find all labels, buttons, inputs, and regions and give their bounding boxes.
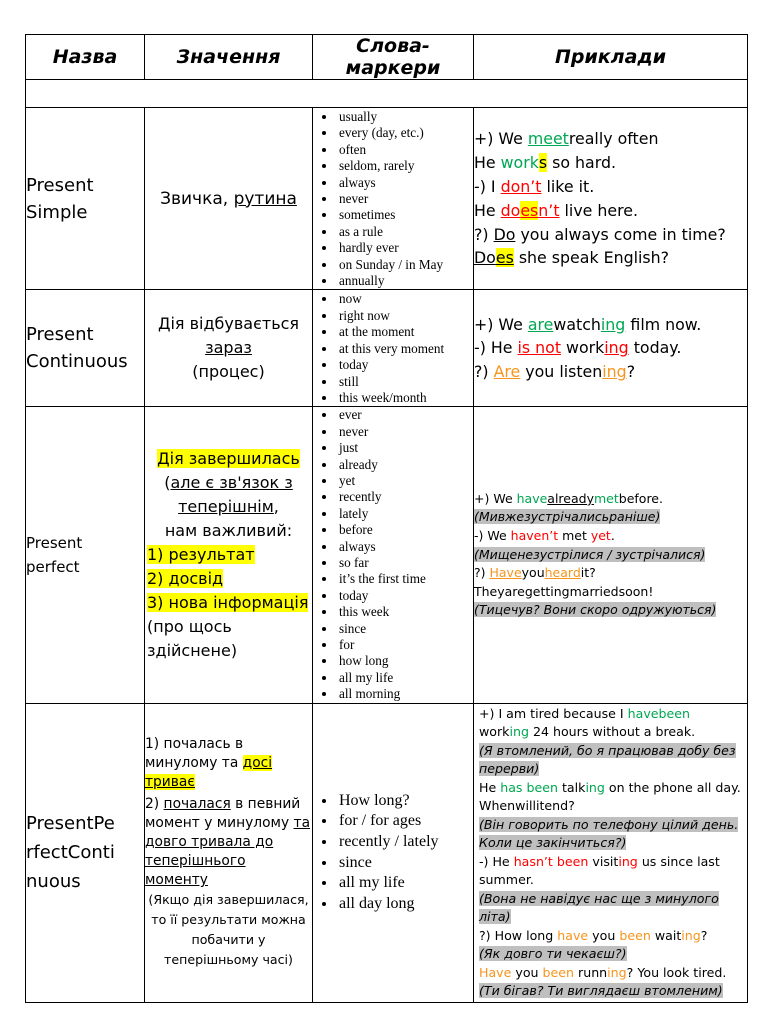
marker-item: • annually [337, 273, 473, 289]
tense-name-line: perfect [26, 557, 80, 576]
ex-text: do [500, 200, 521, 220]
row-present-simple [26, 108, 748, 290]
marker-item: • on Sunday / in May [337, 257, 473, 273]
meaning-text: почалася [163, 796, 231, 813]
example-line [474, 223, 747, 247]
marker-item: • this week [337, 604, 473, 620]
ex-text: +) I am tired because I [479, 705, 628, 721]
marker-item: • always [337, 539, 473, 555]
meaning-present-perfect [145, 407, 313, 703]
marker-item: • since [337, 853, 473, 874]
marker-item: • recently / lately [337, 832, 473, 853]
ex-text: really often [568, 129, 659, 149]
marker-item: • today [337, 357, 473, 373]
ex-text: you [521, 565, 545, 581]
ex-text: +) We [474, 490, 517, 506]
marker-item: • today [337, 588, 473, 604]
marker-item: • hardly ever [337, 240, 473, 256]
marker-item: • still [337, 374, 473, 390]
meaning-text: ( [164, 472, 171, 492]
marker-item: • often [337, 142, 473, 158]
ex-text: ? [700, 927, 708, 943]
marker-item: • it’s the first time [337, 571, 473, 587]
ex-text: ing [618, 853, 638, 869]
tense-name-line: Simple [26, 201, 88, 223]
ex-text: you listen [520, 362, 603, 382]
markers-present-perfect-continuous [313, 703, 474, 1002]
meaning-text: нам важливий: [164, 520, 293, 540]
row-present-perfect [26, 407, 748, 703]
marker-item: • usually [337, 109, 473, 125]
ex-text: ing [585, 779, 605, 795]
tense-name-present-simple [26, 108, 145, 290]
example-line [474, 601, 747, 620]
example-line [479, 927, 742, 946]
ex-text: watch [553, 314, 601, 334]
tense-name-present-perfect [26, 407, 145, 703]
meaning-text: рутина [233, 188, 297, 209]
example-line [474, 360, 747, 384]
markers-present-simple [313, 108, 474, 290]
ex-text: ing [604, 338, 629, 358]
translation-text: (Як довго ти чекаєш?) [479, 946, 627, 962]
ex-text: ing [607, 964, 627, 980]
tense-name-line: nuous [26, 871, 81, 893]
marker-item: • at the moment [337, 324, 473, 340]
tenses-table [25, 34, 748, 1003]
tense-name-line: PresentPe [26, 813, 115, 835]
ex-text: wait [650, 927, 682, 943]
meaning-text: 2) [145, 796, 164, 813]
ex-text: like it. [541, 176, 595, 196]
ex-text: ing [681, 927, 701, 943]
ex-text: met [593, 490, 619, 506]
ex-text: is not [517, 338, 562, 358]
header-meaning: Значення [145, 35, 313, 80]
ex-text: -) He [479, 853, 514, 869]
marker-item: • all morning [337, 686, 473, 702]
example-line [479, 853, 742, 890]
example-line [474, 490, 747, 509]
marker-item: • lately [337, 506, 473, 522]
marker-item: • all my life [337, 873, 473, 894]
meaning-text: 1) результат [147, 544, 255, 564]
example-line [479, 742, 742, 779]
marker-item: • all my life [337, 670, 473, 686]
example-line [474, 313, 747, 337]
ex-text: s [538, 153, 548, 173]
tense-name-line: Present [26, 174, 94, 196]
marker-item: • now [337, 291, 473, 307]
ex-text: already [547, 490, 594, 506]
ex-text: film now. [625, 314, 702, 334]
ex-text: Have [479, 964, 512, 980]
example-line: Theyaregettingmarriedsoon! [474, 583, 654, 599]
tense-name-line: rfectConti [26, 842, 115, 864]
ex-text: you [588, 927, 620, 943]
meaning-text: , [273, 496, 279, 516]
translation-text: (Він говорить по телефону цілий день. Коли це закінчиться?) [479, 816, 739, 851]
meaning-text: Дія завершилась [157, 448, 300, 468]
ex-text: Do [493, 224, 516, 244]
meaning-note: (Якщо дія завершилася, то її результати можна побачити у теперішньому часі) [148, 892, 309, 968]
empty-cell [26, 80, 748, 108]
row-present-continuous [26, 290, 748, 407]
examples-present-perfect-continuous [474, 703, 748, 1002]
meaning-point-2 [145, 795, 312, 890]
meaning-text: (процес) [192, 362, 265, 382]
marker-item: • seldom, rarely [337, 158, 473, 174]
header-examples: Приклади [474, 35, 748, 80]
ex-text: n’t [538, 200, 560, 220]
marker-item: • at this very moment [337, 341, 473, 357]
ex-text: 24 hours without a break. [528, 724, 696, 740]
marker-item: • so far [337, 555, 473, 571]
ex-text: ?) [474, 224, 494, 244]
ex-text: es [520, 200, 539, 220]
ex-text: He [479, 779, 501, 795]
ex-text: work [479, 724, 510, 740]
ex-text: -) He [474, 338, 518, 358]
example-line [474, 546, 747, 565]
marker-item: • already [337, 457, 473, 473]
ex-text: meet [527, 129, 569, 149]
examples-present-simple [474, 108, 748, 290]
meaning-present-continuous [145, 290, 313, 407]
meaning-text: досі триває [145, 755, 273, 791]
ex-text: ing [600, 314, 626, 334]
ex-text: have [557, 927, 589, 943]
ex-text: don’t [500, 176, 542, 196]
examples-present-perfect [474, 407, 748, 703]
example-line [474, 527, 747, 546]
meaning-present-perfect-continuous [145, 703, 313, 1002]
marker-item: • How long? [337, 791, 473, 812]
meaning-text: 1) почалась в минулому та [145, 736, 244, 772]
marker-item: • for / for ages [337, 811, 473, 832]
ex-text: work [500, 153, 539, 173]
translation-text: (Тицечув? Вони скоро одружуються) [474, 602, 717, 618]
meaning-text: Дія відбувається [157, 314, 300, 334]
ex-text: you always come in time? [515, 224, 726, 244]
marker-item: • since [337, 621, 473, 637]
ex-text: us since last summer. [479, 853, 720, 888]
example-line [474, 175, 747, 199]
example-line [479, 890, 742, 927]
ex-text: before. [618, 490, 663, 506]
marker-item: • before [337, 522, 473, 538]
marker-item: • recently [337, 489, 473, 505]
ex-text: ?) [474, 362, 494, 382]
example-line [474, 127, 747, 151]
meaning-text: Звичка, [160, 188, 234, 209]
row-present-perfect-continuous [26, 703, 748, 1002]
marker-item: • never [337, 424, 473, 440]
translation-text: (Мивжезустрічалисьраніше) [474, 509, 661, 525]
ex-text: ?) [474, 565, 490, 581]
translation-text: (Ти бігав? Ти виглядаєш втомленим) [479, 983, 723, 999]
ex-text: has been [500, 779, 558, 795]
marker-item: • sometimes [337, 207, 473, 223]
tense-name-present-perfect-continuous [26, 703, 145, 1002]
ex-text: you [511, 964, 543, 980]
ex-text: +) We [474, 129, 528, 149]
ex-text: have [516, 490, 548, 506]
ex-text: on the phone all day. Whenwillitend? [479, 779, 741, 814]
ex-text: He [474, 153, 501, 173]
example-line [479, 816, 742, 853]
ex-text: -) I [474, 176, 501, 196]
ex-text: met [558, 528, 591, 544]
translation-text: (Я втомлений, бо я працював добу без перерви) [479, 742, 736, 777]
ex-text: . [610, 528, 615, 544]
ex-text: He [474, 200, 501, 220]
marker-item: • just [337, 440, 473, 456]
examples-present-continuous [474, 290, 748, 407]
tense-name-line: Present [26, 324, 94, 346]
ex-text: it? [580, 565, 596, 581]
ex-text: she speak English? [513, 248, 670, 268]
ex-text: +) We [474, 314, 528, 334]
example-line [479, 964, 742, 1001]
header-markers: Слова-маркери [313, 35, 474, 80]
markers-present-perfect [313, 407, 474, 703]
meaning-text: але є зв'язок з теперішнім [170, 472, 293, 516]
ex-text: ?) How long [479, 927, 558, 943]
ex-text: ? [626, 362, 636, 382]
ex-text: runn [574, 964, 608, 980]
example-line [474, 508, 747, 527]
example-line [479, 779, 742, 816]
marker-item: • always [337, 175, 473, 191]
marker-item: • as a rule [337, 224, 473, 240]
ex-text: today. [628, 338, 682, 358]
ex-text: ? You look tired. [626, 964, 727, 980]
marker-item: • ever [337, 407, 473, 423]
ex-text: yet [590, 528, 611, 544]
marker-item: • how long [337, 653, 473, 669]
marker-item: • for [337, 637, 473, 653]
ex-text: haven’t [510, 528, 559, 544]
ex-text: talk [557, 779, 586, 795]
empty-row [26, 80, 748, 108]
ex-text: Do [474, 248, 496, 268]
meaning-point-1 [145, 735, 312, 792]
meaning-text: (про щось здійснене) [147, 616, 238, 660]
tense-name-present-continuous [26, 290, 145, 407]
meaning-text: в певний момент у минулому [145, 796, 301, 832]
ex-text: are [527, 314, 554, 334]
marker-item: • this week/month [337, 390, 473, 406]
ex-text: Are [493, 362, 521, 382]
ex-text: ing [509, 724, 529, 740]
example-line [474, 336, 747, 360]
ex-text: been [619, 927, 651, 943]
header-row [26, 35, 748, 80]
example-line [474, 246, 747, 270]
ex-text: es [495, 248, 514, 268]
translation-text: (Мищенезустрілися / зустрічалися) [474, 546, 706, 562]
translation-text: (Вона не навідує нас ще з минулого літа) [479, 890, 719, 925]
example-line [474, 199, 747, 223]
marker-item: • yet [337, 473, 473, 489]
ex-text: been [542, 964, 575, 980]
ex-text: live here. [559, 200, 639, 220]
marker-item: • right now [337, 308, 473, 324]
meaning-text: та довго тривала до теперішнього моменту [145, 815, 311, 889]
tense-name-line: Present [26, 533, 83, 552]
ex-text: hasn’t been [513, 853, 589, 869]
meaning-text: 2) досвід [147, 568, 224, 588]
header-name: Назва [26, 35, 145, 80]
tense-name-line: Continuous [26, 351, 128, 373]
marker-item: • never [337, 191, 473, 207]
example-line [479, 705, 742, 742]
example-line [479, 945, 742, 964]
ex-text: heard [544, 565, 581, 581]
marker-item: • all day long [337, 894, 473, 915]
ex-text: ing [602, 362, 627, 382]
example-line [474, 564, 747, 583]
marker-item: • every (day, etc.) [337, 125, 473, 141]
example-line [474, 151, 747, 175]
meaning-present-simple [145, 108, 313, 290]
meaning-text: 3) нова інформація [147, 592, 309, 612]
ex-text: Have [489, 565, 522, 581]
markers-present-continuous [313, 290, 474, 407]
ex-text: -) We [474, 528, 511, 544]
ex-text: so hard. [547, 153, 616, 173]
meaning-text: зараз [205, 338, 252, 358]
ex-text: havebeen [627, 705, 691, 721]
ex-text: work [561, 338, 605, 358]
ex-text: visit [588, 853, 619, 869]
